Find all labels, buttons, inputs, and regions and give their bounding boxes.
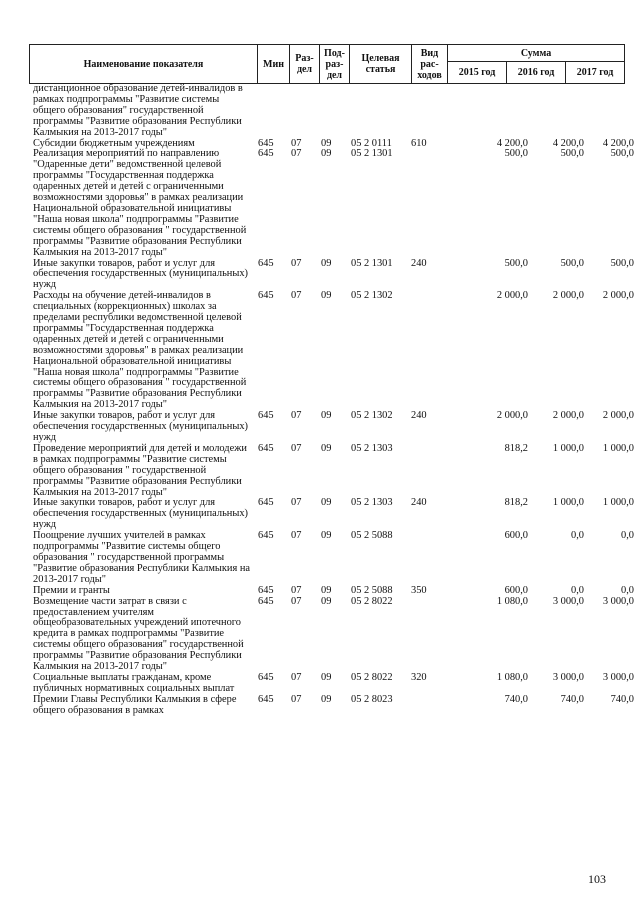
cell-podrazdel: 09 [321,137,332,149]
cell-sum-2016: 2 000,0 [552,410,584,422]
cell-sum-2016: 1 000,0 [552,442,584,454]
table-body [29,83,634,717]
cell-sum-2015: 1 080,0 [496,595,528,607]
vid-line-1: Вид [420,47,439,59]
cell-celevaya: 05 2 1301 [351,257,393,269]
vid-line-3: ходов [417,69,442,81]
row-name: дистанционное образование детей-инвалидов в рамках подпрограммы "Развитие системы общего образования" государственной программы "Развитие образования Республики Калмыкия на 2013-2017 годы" [33,83,243,138]
celevaya-line-1: Целевая [361,53,400,64]
cell-podrazdel: 09 [321,693,332,705]
table-row [29,257,634,292]
cell-min: 645 [258,137,274,149]
cell-razdel: 07 [291,671,302,683]
cell-min: 645 [258,595,274,607]
row-name: Субсидии бюджетным учреждениям [33,137,195,149]
cell-celevaya: 05 2 5088 [351,584,393,596]
table-row [29,148,634,258]
col-header-2015: 2015 год [448,62,507,84]
cell-vid: 350 [411,584,427,596]
col-header-2017: 2017 год [566,62,625,84]
cell-vid: 240 [411,257,427,269]
cell-podrazdel: 09 [321,290,332,302]
cell-sum-2016: 4 200,0 [552,137,584,149]
cell-celevaya: 05 2 8023 [351,693,393,705]
podrazdel-line-2: раз- [325,58,344,70]
cell-min: 645 [258,530,274,542]
table-row [29,530,634,586]
cell-sum-2017: 0,0 [621,584,634,596]
cell-sum-2015: 1 080,0 [496,671,528,683]
row-name: Социальные выплаты гражданам, кроме публичных нормативных социальных выплат [33,671,235,694]
cell-razdel: 07 [291,693,302,705]
cell-sum-2017: 3 000,0 [602,671,634,683]
cell-celevaya: 05 2 1302 [351,410,393,422]
cell-sum-2015: 500,0 [504,148,528,160]
cell-sum-2016: 0,0 [571,584,584,596]
cell-celevaya: 05 2 1302 [351,290,393,302]
cell-min: 645 [258,410,274,422]
table-row [29,595,634,673]
cell-sum-2016: 1 000,0 [552,497,584,509]
cell-razdel: 07 [291,584,302,596]
cell-sum-2015: 740,0 [504,693,528,705]
cell-celevaya: 05 2 5088 [351,530,393,542]
cell-vid: 240 [411,497,427,509]
cell-podrazdel: 09 [321,497,332,509]
table-row [29,584,634,597]
table-row [29,84,629,139]
cell-sum-2016: 500,0 [560,257,584,269]
cell-sum-2017: 1 000,0 [602,497,634,509]
col-header-min: Мин [258,45,290,84]
razdel-line-1: Раз- [295,53,314,64]
cell-sum-2017: 500,0 [610,148,634,160]
cell-celevaya: 05 2 8022 [351,671,393,683]
cell-sum-2015: 2 000,0 [496,410,528,422]
cell-razdel: 07 [291,497,302,509]
cell-sum-2015: 600,0 [504,530,528,542]
podrazdel-line-3: дел [326,69,343,81]
row-name: Премии Главы Республики Калмыкия в сфере общего образования в рамках [33,693,237,716]
row-name: Возмещение части затрат в связи с предоставлением учителям общеобразовательных учреждений ипотечного кредита в рамках подпрограммы "Развитие системы общего образования" государственной программы "Развитие образования Республики Калмыкия на 2013-2017 годы" [33,595,244,673]
row-name: Реализация мероприятий по направлению "Одаренные дети" ведомственной целевой программы "Государственная поддержка одаренных детей и детей с ограниченными возможностями здоровья" в рамках реализации Национальной образовательной инициативы "Наша новая школа" подпрограммы "Развитие системы общего образования " государственной программы "Развитие образования Республики Калмыкия на 2013-2017 годы" [33,148,247,258]
page-number: 103 [588,872,606,886]
table-header [29,44,625,84]
row-name: Иные закупки товаров, работ и услуг для обеспечения государственных (муниципальных) нужд [33,257,249,291]
row-name: Иные закупки товаров, работ и услуг для обеспечения государственных (муниципальных) нужд [33,410,249,443]
cell-vid: 240 [411,410,427,422]
cell-podrazdel: 09 [321,410,332,422]
cell-sum-2015: 4 200,0 [496,137,528,149]
cell-razdel: 07 [291,530,302,542]
row-name: Проведение мероприятий для детей и молодежи в рамках подпрограммы "Развитие системы общего образования " государственной программы "Развитие образования Республики Калмыкия на 2013-2017 годы" [33,442,247,498]
table-row [29,671,634,695]
cell-razdel: 07 [291,148,302,160]
cell-sum-2015: 600,0 [504,584,528,596]
cell-sum-2016: 3 000,0 [552,671,584,683]
cell-celevaya: 05 2 1303 [351,442,393,454]
cell-min: 645 [258,257,274,269]
col-header-vid [412,45,448,84]
cell-celevaya: 05 2 0111 [351,137,392,149]
cell-sum-2017: 1 000,0 [602,442,634,454]
vid-line-2: рас- [420,58,439,70]
cell-podrazdel: 09 [321,148,332,160]
cell-min: 645 [258,584,274,596]
cell-vid: 610 [411,137,427,149]
cell-podrazdel: 09 [321,442,332,454]
cell-min: 645 [258,497,274,509]
cell-razdel: 07 [291,442,302,454]
col-header-podrazdel [320,45,350,84]
cell-sum-2017: 4 200,0 [602,137,634,149]
cell-sum-2017: 500,0 [610,257,634,269]
table-row [29,410,634,444]
cell-celevaya: 05 2 1303 [351,497,393,509]
cell-podrazdel: 09 [321,530,332,542]
cell-sum-2015: 818,2 [504,442,528,454]
cell-razdel: 07 [291,595,302,607]
cell-podrazdel: 09 [321,257,332,269]
col-header-celevaya [350,45,412,84]
cell-min: 645 [258,442,274,454]
col-header-2016: 2016 год [507,62,566,84]
table-row [29,442,634,499]
cell-sum-2015: 2 000,0 [496,290,528,302]
cell-sum-2015: 818,2 [504,497,528,509]
row-name: Расходы на обучение детей-инвалидов в специальных (коррекционных) школах за пределами республики ведомственной целевой программы "Государственная поддержка одаренных детей и детей с ограниченными возможностями здоровья" в рамках реализации Национальной образовательной инициативы "Наша новая школа" подпрограммы "Развитие системы общего образования " государственной программы "Развитие образования Республики Калмыкия на 2013-2017 годы" [33,290,247,411]
cell-razdel: 07 [291,257,302,269]
razdel-line-2: дел [296,64,313,75]
cell-sum-2017: 2 000,0 [602,290,634,302]
cell-sum-2016: 2 000,0 [552,290,584,302]
cell-sum-2016: 740,0 [560,693,584,705]
table-row [29,693,634,717]
cell-min: 645 [258,148,274,160]
cell-sum-2017: 0,0 [621,530,634,542]
podrazdel-line-1: Под- [324,47,345,59]
cell-sum-2015: 500,0 [504,257,528,269]
table-row [29,290,634,411]
row-name: Иные закупки товаров, работ и услуг для обеспечения государственных (муниципальных) нужд [33,497,249,531]
cell-sum-2016: 3 000,0 [552,595,584,607]
cell-sum-2016: 500,0 [560,148,584,160]
cell-podrazdel: 09 [321,595,332,607]
cell-min: 645 [258,671,274,683]
cell-sum-2017: 2 000,0 [602,410,634,422]
cell-razdel: 07 [291,137,302,149]
col-header-summa: Сумма [448,45,625,62]
cell-sum-2017: 740,0 [610,693,634,705]
cell-sum-2017: 3 000,0 [602,595,634,607]
cell-razdel: 07 [291,290,302,302]
col-header-name: Наименование показателя [30,45,258,84]
cell-sum-2016: 0,0 [571,530,584,542]
cell-min: 645 [258,693,274,705]
cell-celevaya: 05 2 8022 [351,595,393,607]
cell-min: 645 [258,290,274,302]
table-row [29,497,634,531]
col-header-razdel [290,45,320,84]
row-name: Поощрение лучших учителей в рамках подпрограммы "Развитие системы общего образования " государственной программы "Развитие образования Республики Калмыкия на 2013-2017 годы" [33,530,251,585]
cell-podrazdel: 09 [321,584,332,596]
cell-celevaya: 05 2 1301 [351,148,393,160]
cell-vid: 320 [411,671,427,683]
celevaya-line-2: статья [365,64,396,75]
cell-razdel: 07 [291,410,302,422]
cell-podrazdel: 09 [321,671,332,683]
row-name: Премии и гранты [33,584,110,596]
